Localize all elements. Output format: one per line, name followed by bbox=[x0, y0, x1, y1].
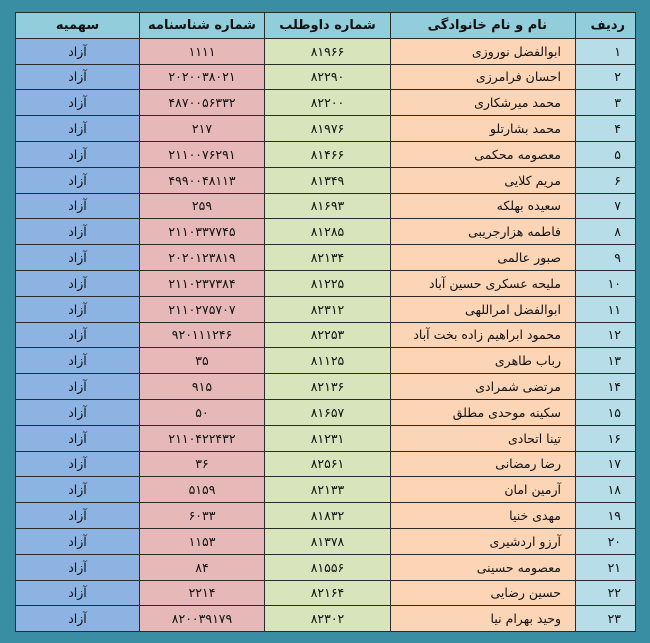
table-row bbox=[16, 38, 636, 64]
cell-id-number: ۹۲۰۱۱۱۲۴۶ bbox=[140, 322, 265, 348]
cell-quota: آزاد bbox=[16, 528, 140, 554]
cell-candidate-number: ۸۱۱۲۵ bbox=[265, 348, 391, 374]
cell-candidate-number: ۸۱۳۴۹ bbox=[265, 167, 391, 193]
cell-full-name: ابوالفضل امراللهی bbox=[391, 296, 576, 322]
cell-quota: آزاد bbox=[16, 554, 140, 580]
table-row bbox=[16, 270, 636, 296]
cell-row-number: ۱۶ bbox=[576, 425, 636, 451]
cell-candidate-number: ۸۱۲۲۵ bbox=[265, 270, 391, 296]
cell-full-name: محمد میرشکاری bbox=[391, 90, 576, 116]
cell-id-number: ۵۰ bbox=[140, 399, 265, 425]
cell-candidate-number: ۸۱۵۵۶ bbox=[265, 554, 391, 580]
results-table bbox=[15, 12, 636, 632]
cell-id-number: ۲۰۲۰۰۳۸۰۲۱ bbox=[140, 64, 265, 90]
table-row bbox=[16, 399, 636, 425]
cell-candidate-number: ۸۱۶۹۳ bbox=[265, 193, 391, 219]
cell-id-number: ۲۱۱۰۲۳۷۳۸۴ bbox=[140, 270, 265, 296]
cell-full-name: رضا رمضانی bbox=[391, 451, 576, 477]
cell-full-name: معصومه محکمی bbox=[391, 141, 576, 167]
header-candidate-number: شماره داوطلب bbox=[265, 13, 391, 39]
table-row bbox=[16, 477, 636, 503]
table-row bbox=[16, 528, 636, 554]
cell-quota: آزاد bbox=[16, 219, 140, 245]
cell-id-number: ۸۲۰۰۳۹۱۷۹ bbox=[140, 606, 265, 632]
cell-candidate-number: ۸۲۲۵۳ bbox=[265, 322, 391, 348]
cell-id-number: ۲۱۱۰۳۳۷۷۴۵ bbox=[140, 219, 265, 245]
cell-row-number: ۱۹ bbox=[576, 503, 636, 529]
cell-full-name: محمود ابراهیم زاده بخت آباد bbox=[391, 322, 576, 348]
cell-full-name: مهدی خنیا bbox=[391, 503, 576, 529]
cell-id-number: ۲۱۷ bbox=[140, 116, 265, 142]
cell-id-number: ۹۱۵ bbox=[140, 374, 265, 400]
cell-id-number: ۳۵ bbox=[140, 348, 265, 374]
cell-row-number: ۶ bbox=[576, 167, 636, 193]
table-row bbox=[16, 296, 636, 322]
cell-row-number: ۱۰ bbox=[576, 270, 636, 296]
cell-id-number: ۲۱۱۰۰۷۶۲۹۱ bbox=[140, 141, 265, 167]
cell-row-number: ۲۲ bbox=[576, 580, 636, 606]
cell-quota: آزاد bbox=[16, 606, 140, 632]
cell-candidate-number: ۸۱۸۳۲ bbox=[265, 503, 391, 529]
cell-quota: آزاد bbox=[16, 64, 140, 90]
cell-candidate-number: ۸۲۳۱۲ bbox=[265, 296, 391, 322]
cell-full-name: فاطمه هزارجریبی bbox=[391, 219, 576, 245]
table-row bbox=[16, 193, 636, 219]
cell-quota: آزاد bbox=[16, 245, 140, 271]
cell-row-number: ۱۵ bbox=[576, 399, 636, 425]
table-row bbox=[16, 606, 636, 632]
cell-full-name: وحید بهرام نیا bbox=[391, 606, 576, 632]
cell-id-number: ۳۶ bbox=[140, 451, 265, 477]
table-row bbox=[16, 348, 636, 374]
cell-id-number: ۲۲۱۴ bbox=[140, 580, 265, 606]
table-row bbox=[16, 141, 636, 167]
cell-row-number: ۵ bbox=[576, 141, 636, 167]
cell-candidate-number: ۸۱۶۵۷ bbox=[265, 399, 391, 425]
cell-row-number: ۲۰ bbox=[576, 528, 636, 554]
header-row-number: ردیف bbox=[576, 13, 636, 39]
cell-row-number: ۴ bbox=[576, 116, 636, 142]
cell-candidate-number: ۸۲۲۰۰ bbox=[265, 90, 391, 116]
table-row bbox=[16, 322, 636, 348]
cell-candidate-number: ۸۱۲۸۵ bbox=[265, 219, 391, 245]
header-quota: سهمیه bbox=[16, 13, 140, 39]
cell-full-name: حسین رضایی bbox=[391, 580, 576, 606]
cell-full-name: ابوالفضل نوروزی bbox=[391, 38, 576, 64]
cell-candidate-number: ۸۲۱۳۴ bbox=[265, 245, 391, 271]
cell-id-number: ۱۱۱۱ bbox=[140, 38, 265, 64]
cell-row-number: ۱۷ bbox=[576, 451, 636, 477]
cell-quota: آزاد bbox=[16, 399, 140, 425]
cell-row-number: ۱۸ bbox=[576, 477, 636, 503]
cell-full-name: آرمین امان bbox=[391, 477, 576, 503]
cell-row-number: ۲ bbox=[576, 64, 636, 90]
cell-quota: آزاد bbox=[16, 193, 140, 219]
table-row bbox=[16, 451, 636, 477]
cell-quota: آزاد bbox=[16, 141, 140, 167]
cell-full-name: معصومه حسینی bbox=[391, 554, 576, 580]
cell-candidate-number: ۸۲۲۹۰ bbox=[265, 64, 391, 90]
cell-id-number: ۸۴ bbox=[140, 554, 265, 580]
cell-quota: آزاد bbox=[16, 38, 140, 64]
table-row bbox=[16, 167, 636, 193]
cell-candidate-number: ۸۱۴۶۶ bbox=[265, 141, 391, 167]
table-body bbox=[16, 38, 636, 631]
cell-full-name: مریم کلایی bbox=[391, 167, 576, 193]
cell-full-name: آرزو اردشیری bbox=[391, 528, 576, 554]
cell-quota: آزاد bbox=[16, 451, 140, 477]
cell-row-number: ۲۳ bbox=[576, 606, 636, 632]
cell-row-number: ۱۲ bbox=[576, 322, 636, 348]
cell-quota: آزاد bbox=[16, 296, 140, 322]
cell-quota: آزاد bbox=[16, 348, 140, 374]
cell-full-name: رباب طاهری bbox=[391, 348, 576, 374]
cell-full-name: صبور عالمی bbox=[391, 245, 576, 271]
cell-candidate-number: ۸۲۱۳۳ bbox=[265, 477, 391, 503]
cell-id-number: ۲۰۲۰۱۲۳۸۱۹ bbox=[140, 245, 265, 271]
table-row bbox=[16, 219, 636, 245]
table-row bbox=[16, 580, 636, 606]
table-row bbox=[16, 425, 636, 451]
cell-full-name: ملیحه عسکری حسین آباد bbox=[391, 270, 576, 296]
table-header-row bbox=[16, 13, 636, 39]
cell-quota: آزاد bbox=[16, 270, 140, 296]
cell-id-number: ۲۵۹ bbox=[140, 193, 265, 219]
cell-row-number: ۱۱ bbox=[576, 296, 636, 322]
cell-quota: آزاد bbox=[16, 116, 140, 142]
cell-quota: آزاد bbox=[16, 580, 140, 606]
cell-candidate-number: ۸۲۳۰۲ bbox=[265, 606, 391, 632]
table-row bbox=[16, 90, 636, 116]
cell-row-number: ۱ bbox=[576, 38, 636, 64]
header-full-name: نام و نام خانوادگی bbox=[391, 13, 576, 39]
cell-quota: آزاد bbox=[16, 503, 140, 529]
cell-quota: آزاد bbox=[16, 425, 140, 451]
cell-id-number: ۱۱۵۳ bbox=[140, 528, 265, 554]
cell-row-number: ۳ bbox=[576, 90, 636, 116]
header-id-number: شماره شناسنامه bbox=[140, 13, 265, 39]
table-row bbox=[16, 554, 636, 580]
table-row bbox=[16, 116, 636, 142]
cell-id-number: ۲۱۱۰۴۲۲۴۳۲ bbox=[140, 425, 265, 451]
cell-id-number: ۲۱۱۰۲۷۵۷۰۷ bbox=[140, 296, 265, 322]
cell-full-name: احسان فرامرزی bbox=[391, 64, 576, 90]
table-row bbox=[16, 64, 636, 90]
cell-candidate-number: ۸۲۵۶۱ bbox=[265, 451, 391, 477]
cell-full-name: تینا اتحادی bbox=[391, 425, 576, 451]
cell-id-number: ۶۰۳۳ bbox=[140, 503, 265, 529]
cell-full-name: مرتضی شمرادی bbox=[391, 374, 576, 400]
cell-candidate-number: ۸۱۲۳۱ bbox=[265, 425, 391, 451]
cell-id-number: ۴۸۷۰۰۵۶۳۳۲ bbox=[140, 90, 265, 116]
cell-full-name: محمد بشارتلو bbox=[391, 116, 576, 142]
table-row bbox=[16, 245, 636, 271]
cell-row-number: ۱۴ bbox=[576, 374, 636, 400]
cell-candidate-number: ۸۲۱۳۶ bbox=[265, 374, 391, 400]
cell-row-number: ۱۳ bbox=[576, 348, 636, 374]
table-row bbox=[16, 374, 636, 400]
cell-quota: آزاد bbox=[16, 322, 140, 348]
cell-quota: آزاد bbox=[16, 167, 140, 193]
table-row bbox=[16, 503, 636, 529]
cell-row-number: ۲۱ bbox=[576, 554, 636, 580]
cell-row-number: ۸ bbox=[576, 219, 636, 245]
cell-candidate-number: ۸۱۹۷۶ bbox=[265, 116, 391, 142]
cell-full-name: سکینه موحدی مطلق bbox=[391, 399, 576, 425]
results-table-container bbox=[15, 12, 635, 632]
cell-row-number: ۷ bbox=[576, 193, 636, 219]
cell-candidate-number: ۸۱۹۶۶ bbox=[265, 38, 391, 64]
cell-full-name: سعیده بهلکه bbox=[391, 193, 576, 219]
cell-id-number: ۵۱۵۹ bbox=[140, 477, 265, 503]
cell-quota: آزاد bbox=[16, 90, 140, 116]
cell-quota: آزاد bbox=[16, 374, 140, 400]
cell-quota: آزاد bbox=[16, 477, 140, 503]
cell-row-number: ۹ bbox=[576, 245, 636, 271]
cell-candidate-number: ۸۲۱۶۴ bbox=[265, 580, 391, 606]
cell-id-number: ۴۹۹۰۰۴۸۱۱۳ bbox=[140, 167, 265, 193]
cell-candidate-number: ۸۱۳۷۸ bbox=[265, 528, 391, 554]
